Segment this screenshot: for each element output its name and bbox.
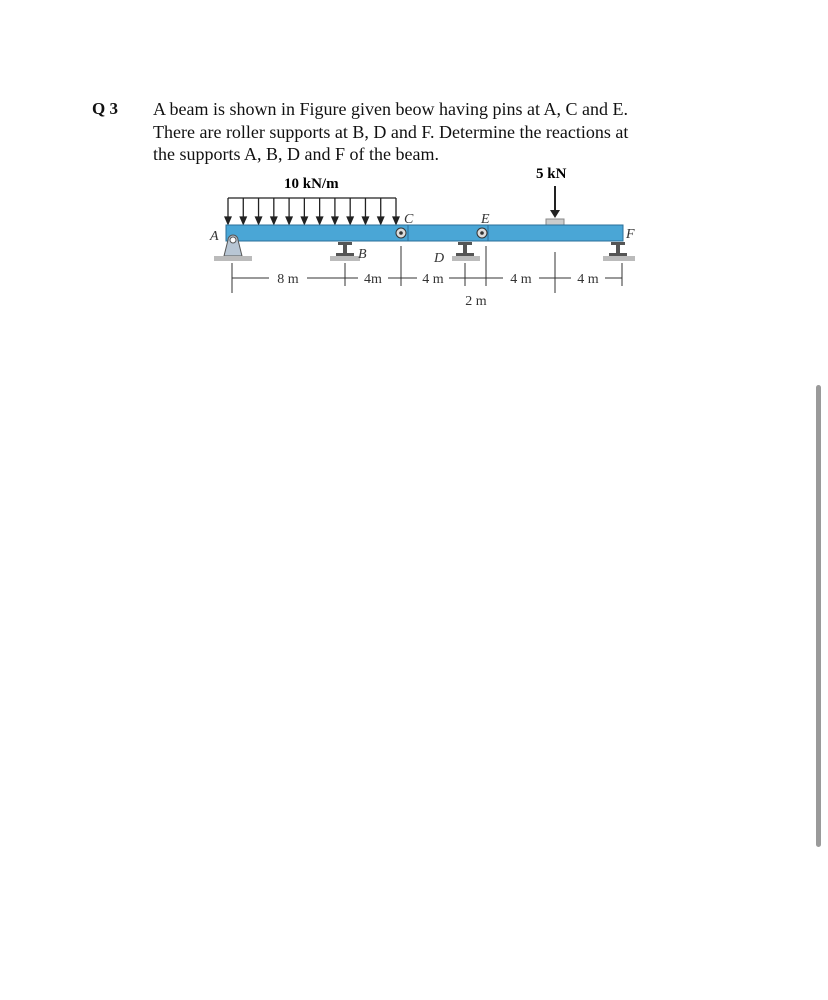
point-load-arrow xyxy=(546,186,564,225)
dim-de: 2 m xyxy=(465,294,487,309)
load-arrowhead xyxy=(347,217,353,224)
load-arrowhead xyxy=(286,217,292,224)
distributed-load-arrows xyxy=(225,198,399,224)
dim-ab: 8 m xyxy=(277,272,299,287)
load-arrowhead xyxy=(301,217,307,224)
load-arrowhead xyxy=(256,217,262,224)
label-f: F xyxy=(626,227,635,242)
label-d: D xyxy=(434,251,445,266)
label-a: A xyxy=(210,229,219,244)
load-arrowhead xyxy=(378,217,384,224)
load-arrowhead xyxy=(225,217,231,224)
dim-e-load: 4 m xyxy=(510,272,532,287)
question-line: A beam is shown in Figure given beow having pins at A, C and E. xyxy=(153,99,628,119)
label-c: C xyxy=(404,212,414,227)
load-arrowhead xyxy=(317,217,323,224)
load-arrowhead xyxy=(271,217,277,224)
question-number: Q 3 xyxy=(92,99,118,118)
vertical-scrollbar[interactable] xyxy=(816,385,821,847)
roller-support-f-icon xyxy=(603,242,635,261)
load-arrowhead xyxy=(393,217,399,224)
roller-support-d-icon xyxy=(452,242,480,261)
load-arrowhead xyxy=(362,217,368,224)
question-line: the supports A, B, D and F of the beam. xyxy=(153,144,439,164)
question-line: There are roller supports at B, D and F. Determine the reactions at xyxy=(153,121,629,142)
beam xyxy=(226,225,623,241)
point-load-label: 5 kN xyxy=(536,166,567,182)
roller-support-b-icon xyxy=(330,242,360,261)
beam-figure xyxy=(200,160,660,320)
dim-cd: 4 m xyxy=(422,272,444,287)
label-b: B xyxy=(358,247,367,262)
label-e: E xyxy=(481,212,490,227)
load-arrowhead xyxy=(240,217,246,224)
dim-load-f: 4 m xyxy=(577,272,599,287)
distributed-load-label: 10 kN/m xyxy=(284,176,339,192)
dim-bc: 4m xyxy=(364,272,382,287)
question-text xyxy=(153,98,733,166)
load-arrowhead xyxy=(332,217,338,224)
